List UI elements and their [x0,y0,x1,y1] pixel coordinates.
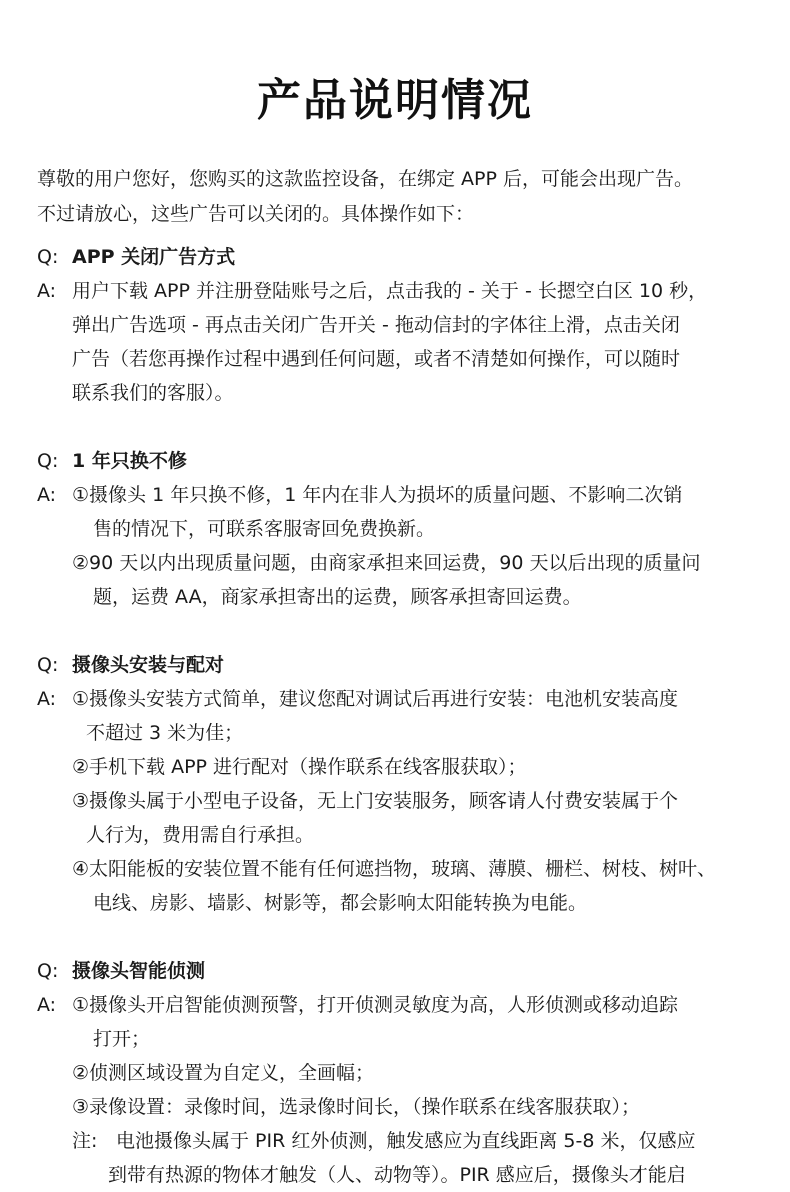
answer-line: ②90 天以内出现质量问题，由商家承担来回运费，90 天以后出现的质量问 [72,552,701,574]
note-line: 电池摄像头属于 PIR 红外侦测，触发感应为直线距离 5-8 米，仅感应 [116,1130,696,1152]
question-text: 摄像头智能侦测 [72,960,206,982]
page-title: 产品说明情况 [257,75,533,126]
question-4 [37,954,205,988]
answer-label-2: A: [37,484,57,506]
answer-line: ①摄像头开启智能侦测预警，打开侦测灵敏度为高，人形侦测或移动追踪 [72,994,679,1016]
question-2 [37,444,187,478]
answer-line: 广告（若您再操作过程中遇到任何问题，或者不清楚如何操作，可以随时 [72,348,681,370]
question-3 [37,648,224,682]
answer-line: 用户下载 APP 并注册登陆账号之后，点击我的 - 关于 - 长摁空白区 10 秒， [72,280,708,302]
answer-line: 弹出广告选项 - 再点击关闭广告开关 - 拖动信封的字体往上滑，点击关闭 [72,314,680,336]
q-label: Q: [37,960,59,982]
answer-line: 电线、房影、墙影、树影等，都会影响太阳能转换为电能。 [93,892,588,914]
answer-line: ③摄像头属于小型电子设备，无上门安装服务，顾客请人付费安装属于个 [72,790,679,812]
q-label: Q: [37,450,59,472]
answer-line: 售的情况下，可联系客服寄回免费换新。 [93,518,436,540]
answer-label-3: A: [37,688,57,710]
answer-line: 打开； [93,1028,151,1050]
intro-line-2: 不过请放心，这些广告可以关闭的。具体操作如下： [37,203,475,225]
q-label: Q: [37,246,59,268]
answer-line: ①摄像头安装方式简单，建议您配对调试后再进行安装：电池机安装高度 [72,688,679,710]
answer-line: ③录像设置：录像时间，选录像时间长，（操作联系在线客服获取）； [72,1096,641,1118]
answer-line: ①摄像头 1 年只换不修，1 年内在非人为损坏的质量问题、不影响二次销 [72,484,683,506]
note-label: 注: [72,1130,98,1152]
answer-line: 题，运费 AA，商家承担寄出的运费，顾客承担寄回运费。 [93,586,582,608]
answer-line: 不超过 3 米为佳； [86,722,244,744]
answer-line: ②侦测区域设置为自定义，全画幅； [72,1062,375,1084]
q-label: Q: [37,654,59,676]
answer-line: ④太阳能板的安装位置不能有任何遮挡物，玻璃、薄膜、栅栏、树枝、树叶、 [72,858,717,880]
note-line: 到带有热源的物体才触发（人、动物等）。PIR 感应后，摄像头才能启 [108,1164,686,1186]
question-text: APP 关闭广告方式 [72,246,236,268]
answer-label-1: A: [37,280,57,302]
question-text: 1 年只换不修 [72,450,187,472]
question-1 [37,240,235,274]
question-text: 摄像头安装与配对 [72,654,225,676]
answer-line: 人行为，费用需自行承担。 [86,824,315,846]
answer-line: ②手机下载 APP 进行配对（操作联系在线客服获取）； [72,756,527,778]
answer-label-4: A: [37,994,57,1016]
answer-line: 联系我们的客服）。 [72,382,234,404]
intro-line-1: 尊敬的用户您好，您购买的这款监控设备，在绑定 APP 后，可能会出现广告。 [37,168,693,190]
